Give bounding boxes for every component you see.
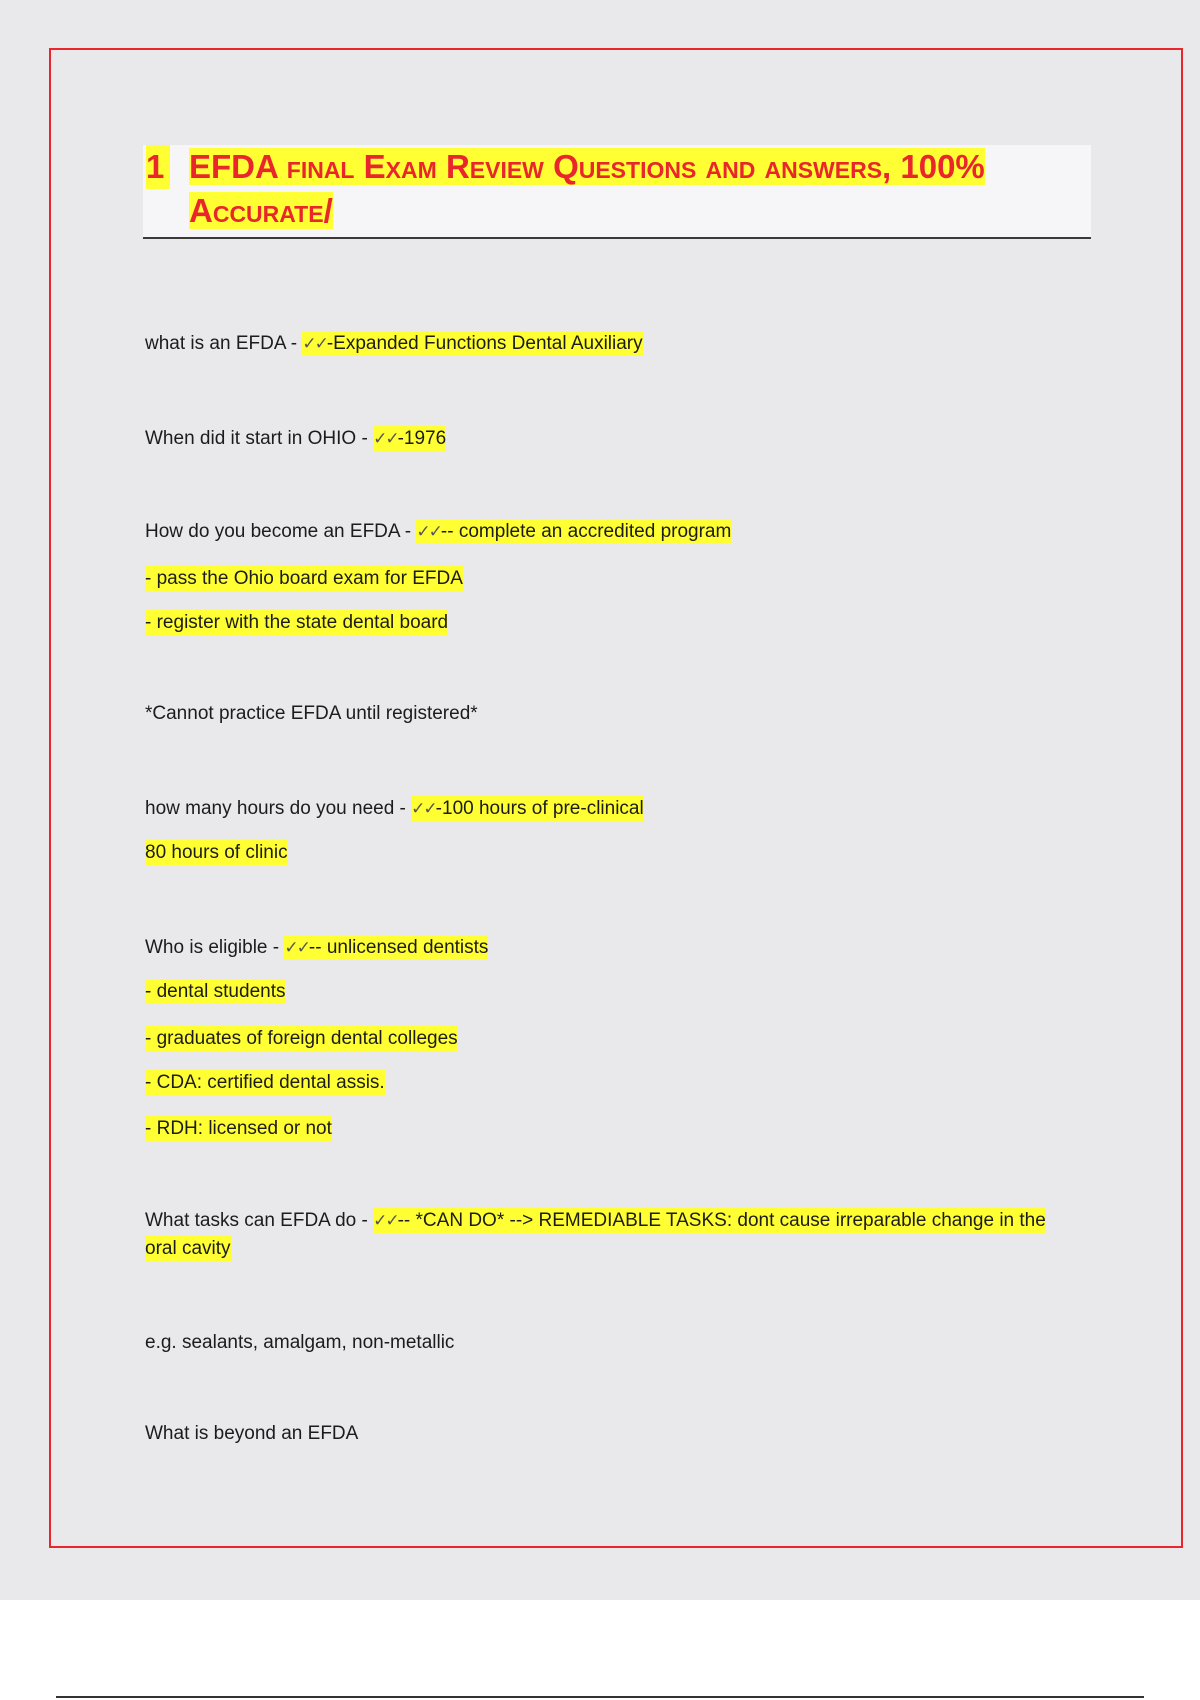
answer-extra-line: 80 hours of clinic — [145, 842, 288, 863]
double-check-icon: ✓✓ — [302, 334, 327, 353]
heading-title: EFDA final Exam Review Questions and answers, 100% Accurate/ — [189, 148, 985, 229]
question-text: How do you become an EFDA - — [145, 521, 417, 542]
double-check-icon: ✓✓ — [373, 1211, 398, 1230]
answer-text: -- complete an accredited program — [440, 521, 732, 542]
answer-extra-line: - dental students — [145, 981, 286, 1002]
qa-question-5 — [145, 934, 488, 962]
answer-extra-line: - register with the state dental board — [145, 612, 449, 633]
question-text: What tasks can EFDA do - — [145, 1210, 374, 1231]
qa-question-4 — [145, 795, 644, 823]
question-text: how many hours do you need - — [145, 798, 412, 819]
answer-extra-line: - RDH: licensed or not — [145, 1118, 332, 1139]
double-check-icon: ✓✓ — [284, 938, 309, 957]
double-check-icon: ✓✓ — [411, 799, 436, 818]
qa-question-1 — [145, 330, 643, 358]
note-registered: *Cannot practice EFDA until registered* — [145, 703, 478, 724]
next-page-rule — [56, 1696, 1144, 1698]
answer-text: -- *CAN DO* --> REMEDIABLE TASKS: dont cause irreparable change in the oral cavity — [145, 1210, 1046, 1259]
question-text: Who is eligible - — [145, 937, 285, 958]
heading-number: 1 — [146, 145, 170, 189]
double-check-icon: ✓✓ — [373, 429, 398, 448]
answer-extra-line: - pass the Ohio board exam for EFDA — [145, 568, 463, 589]
answer-text: -Expanded Functions Dental Auxiliary — [326, 333, 643, 354]
qa-question-6 — [145, 1207, 1075, 1263]
qa-question-2 — [145, 425, 446, 453]
answer-text: -1976 — [397, 428, 447, 449]
answer-extra-line: - graduates of foreign dental colleges — [145, 1028, 458, 1049]
question-text: what is an EFDA - — [145, 333, 303, 354]
answer-text: -100 hours of pre-clinical — [435, 798, 644, 819]
document-heading — [143, 145, 1091, 239]
question-text: When did it start in OHIO - — [145, 428, 374, 449]
question-beyond-efda: What is beyond an EFDA — [145, 1423, 359, 1444]
note-examples: e.g. sealants, amalgam, non-metallic — [145, 1332, 455, 1353]
qa-question-3 — [145, 518, 731, 546]
answer-text: -- unlicensed dentists — [308, 937, 489, 958]
answer-extra-line: - CDA: certified dental assis. — [145, 1072, 385, 1093]
double-check-icon: ✓✓ — [416, 522, 441, 541]
